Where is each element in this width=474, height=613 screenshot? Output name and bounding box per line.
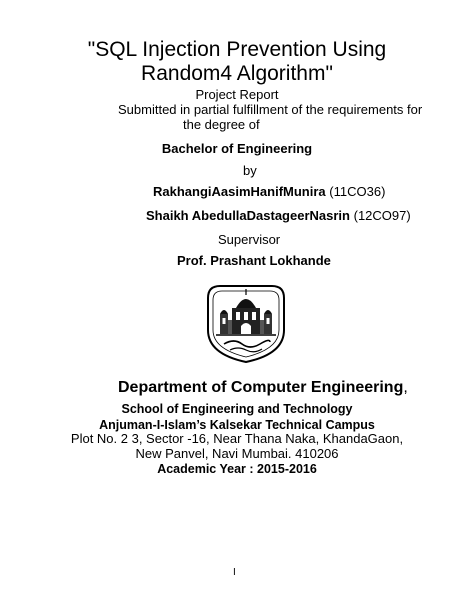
author-2-id: (12CO97) xyxy=(353,208,411,223)
supervisor-name: Prof. Prashant Lokhande xyxy=(177,253,331,268)
author-2-name: Shaikh AbedullaDastageerNasrin xyxy=(146,208,350,223)
campus-name: Anjuman-I-Islam’s Kalsekar Technical Campus xyxy=(99,418,375,432)
author-2 xyxy=(146,208,411,223)
department-comma: , xyxy=(403,379,408,396)
department xyxy=(118,379,408,397)
academic-year: Academic Year : 2015-2016 xyxy=(157,462,317,476)
school-name: School of Engineering and Technology xyxy=(121,402,353,416)
author-1-id: (11CO36) xyxy=(329,184,386,199)
submission-line1: Submitted in partial fulfillment of the requirements for xyxy=(118,102,423,117)
by-label: by xyxy=(243,163,257,178)
project-title-line1: "SQL Injection Prevention Using xyxy=(87,38,387,61)
address-line2: New Panvel, Navi Mumbai. 410206 xyxy=(135,446,339,461)
degree-name: Bachelor of Engineering xyxy=(161,141,313,156)
page-number: I xyxy=(233,567,236,578)
submission-line2: the degree of xyxy=(183,117,260,132)
supervisor-label: Supervisor xyxy=(218,232,281,247)
address-line1: Plot No. 2 3, Sector -16, Near Thana Naka, KhandaGaon, xyxy=(70,431,404,446)
author-1-name: RakhangiAasimHanifMunira xyxy=(153,184,326,199)
institute-crest-icon xyxy=(206,280,286,364)
department-name: Department of Computer Engineering xyxy=(118,379,404,396)
author-1 xyxy=(153,184,385,199)
project-title-line2: Random4 Algorithm" xyxy=(141,62,333,85)
report-type: Project Report xyxy=(195,87,279,102)
